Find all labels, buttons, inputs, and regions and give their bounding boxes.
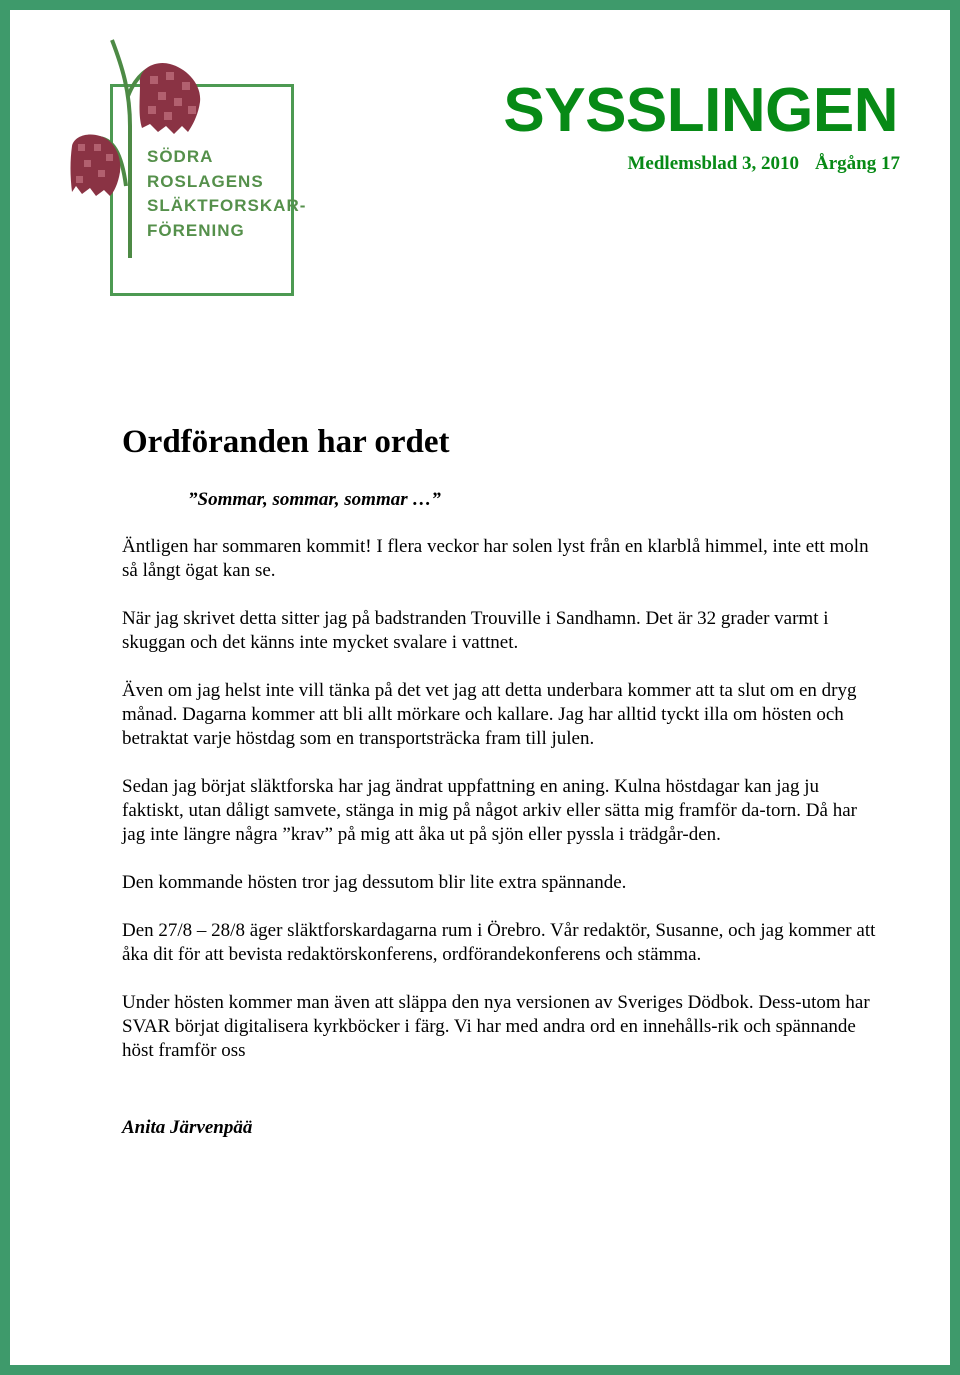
newsletter-title: SYSSLINGEN (503, 76, 898, 145)
logo-line: ROSLAGENS (147, 171, 264, 191)
article-paragraph: Även om jag helst inte vill tänka på det vet jag att detta underbara kommer att ta slut om en dryg månad. Dagarna kommer att bli allt mörkare och kallare. Jag har alltid tyckt illa om hösten och betraktat varje höstdag som en transportsträcka fram till julen. (122, 680, 857, 749)
article-body (122, 535, 882, 1087)
article-paragraph: Under hösten kommer man även att släppa den nya versionen av Sveriges Dödbok. Dess-utom har SVAR börjat digitalisera kyrkböcker i färg. Vi har med andra ord en innehålls-rik och spännande höst framför oss (122, 992, 870, 1061)
issue-number: Medlemsblad 3, 2010 (627, 153, 800, 174)
article-quote: ”Sommar, sommar, sommar …” (188, 489, 441, 510)
article-paragraph: Äntligen har sommaren kommit! I flera veckor har solen lyst från en klarblå himmel, inte ett moln så långt ögat kan se. (122, 536, 869, 581)
logo-text (147, 145, 306, 243)
article-paragraph: Den kommande hösten tror jag dessutom blir lite extra spännande. (122, 872, 627, 893)
logo-line: FÖRENING (147, 220, 245, 240)
article-paragraph: Sedan jag börjat släktforska har jag ändrat uppfattning en aning. Kulna höstdagar kan jag ju faktiskt, utan dåligt samvete, stänga in mig på något arkiv eller sätta mig framför da-torn. Då har jag inte längre några ”krav” på mig att åka ut på sjön eller pyssla i trädgår-den. (122, 776, 857, 845)
article-paragraph: Den 27/8 – 28/8 äger släktforskardagarna rum i Örebro. Vår redaktör, Susanne, och jag kommer att åka dit för att bevista redaktörskonferens, ordförandekonferens och stämma. (122, 920, 876, 965)
issue-info (627, 153, 900, 175)
volume-number: Årgång 17 (815, 153, 900, 174)
association-logo (70, 36, 307, 276)
article-paragraph: När jag skrivet detta sitter jag på badstranden Trouville i Sandhamn. Det är 32 grader varmt i skuggan och det känns inte mycket svalare i vattnet. (122, 608, 829, 653)
logo-line: SLÄKTFORSKAR- (147, 196, 307, 215)
author-signature: Anita Järvenpää (122, 1117, 253, 1138)
article-heading: Ordföranden har ordet (122, 424, 450, 460)
logo-line: SÖDRA (147, 147, 214, 166)
